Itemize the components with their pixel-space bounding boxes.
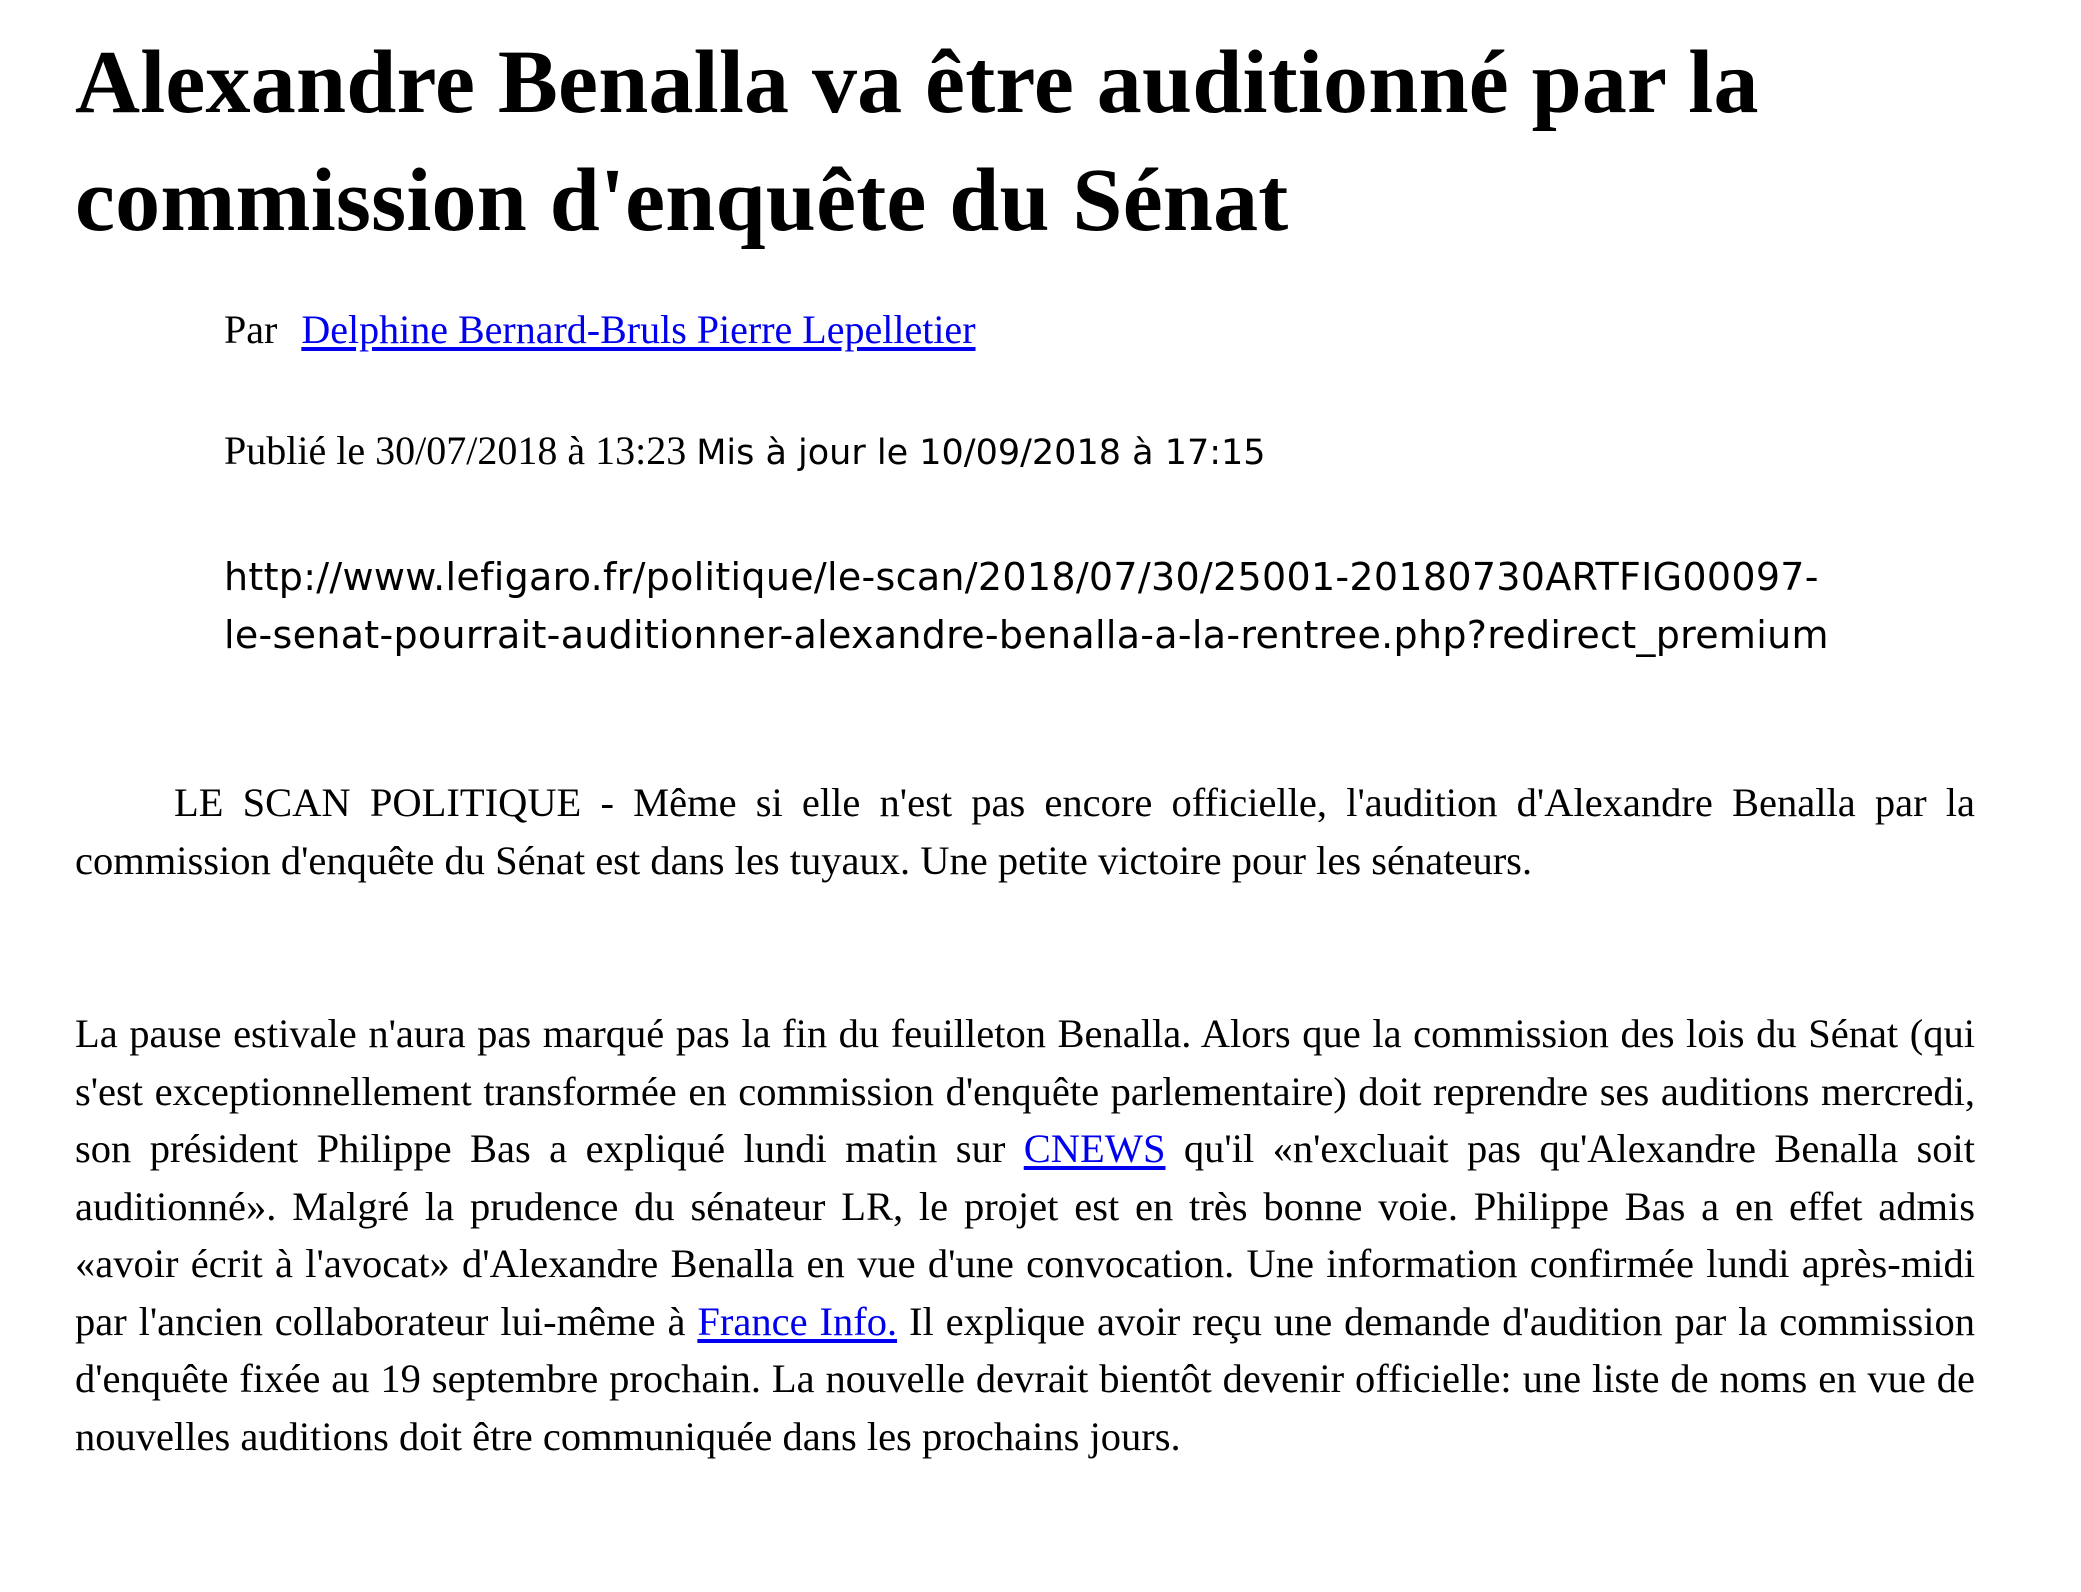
byline-label: Par [224, 307, 278, 352]
paragraph-main-part-2: qu'il «n'excluait pas qu'Alexandre Benalla soit auditionné». Malgré la prudence du sénateur LR, le projet est en très bonne voie. Philippe Bas a en effet admis «avoir écrit à l'avocat» d'Alexandre Benalla en vue d'une convocation. Une information confirmée lundi après-midi par l'ancien collaborateur lui-même à [75, 1126, 1975, 1344]
france-info-link[interactable]: France Info. [697, 1298, 898, 1344]
publication-dates [224, 427, 1266, 474]
paragraph-main [75, 1005, 1975, 1465]
published-date: Publié le 30/07/2018 à 13:23 [224, 428, 687, 473]
source-url-line-2: le-senat-pourrait-auditionner-alexandre-benalla-a-la-rentree.php?redirect_premium [224, 613, 1829, 657]
source-url [224, 548, 2024, 664]
paragraph-main-part-3: Il explique avoir reçu une demande d'audition par la commission d'enquête fixée au 19 septembre prochain. La nouvelle devrait bientôt devenir officielle: une liste de noms en vue de nouvelles auditions doit être communiquée dans les prochains jours. [75, 1298, 1976, 1459]
source-url-line-1: http://www.lefigaro.fr/politique/le-scan/2018/07/30/25001-20180730ARTFIG00097- [224, 555, 1819, 599]
paragraph-intro: LE SCAN POLITIQUE - Même si elle n'est pas encore officielle, l'audition d'Alexandre Benalla par la commission d'enquête du Sénat est dans les tuyaux. Une petite victoire pour les sénateurs. [75, 780, 1975, 883]
byline [224, 306, 976, 353]
article-title: Alexandre Benalla va être auditionné par la commission d'enquête du Sénat [75, 33, 1759, 250]
updated-date: Mis à jour le 10/09/2018 à 17:15 [696, 433, 1266, 473]
cnews-link[interactable]: CNEWS [1023, 1126, 1166, 1171]
author-link[interactable]: Delphine Bernard-Bruls Pierre Lepelletier [301, 307, 976, 352]
paragraph-main-part-1: La pause estivale n'aura pas marqué pas la fin du feuilleton Benalla. Alors que la commission des lois du Sénat (qui s'est exceptionnellement transformée en commission d'enquête parlementaire) doit reprendre ses auditions mercredi, son président Philippe Bas a expliqué lundi matin sur [75, 1011, 1975, 1171]
